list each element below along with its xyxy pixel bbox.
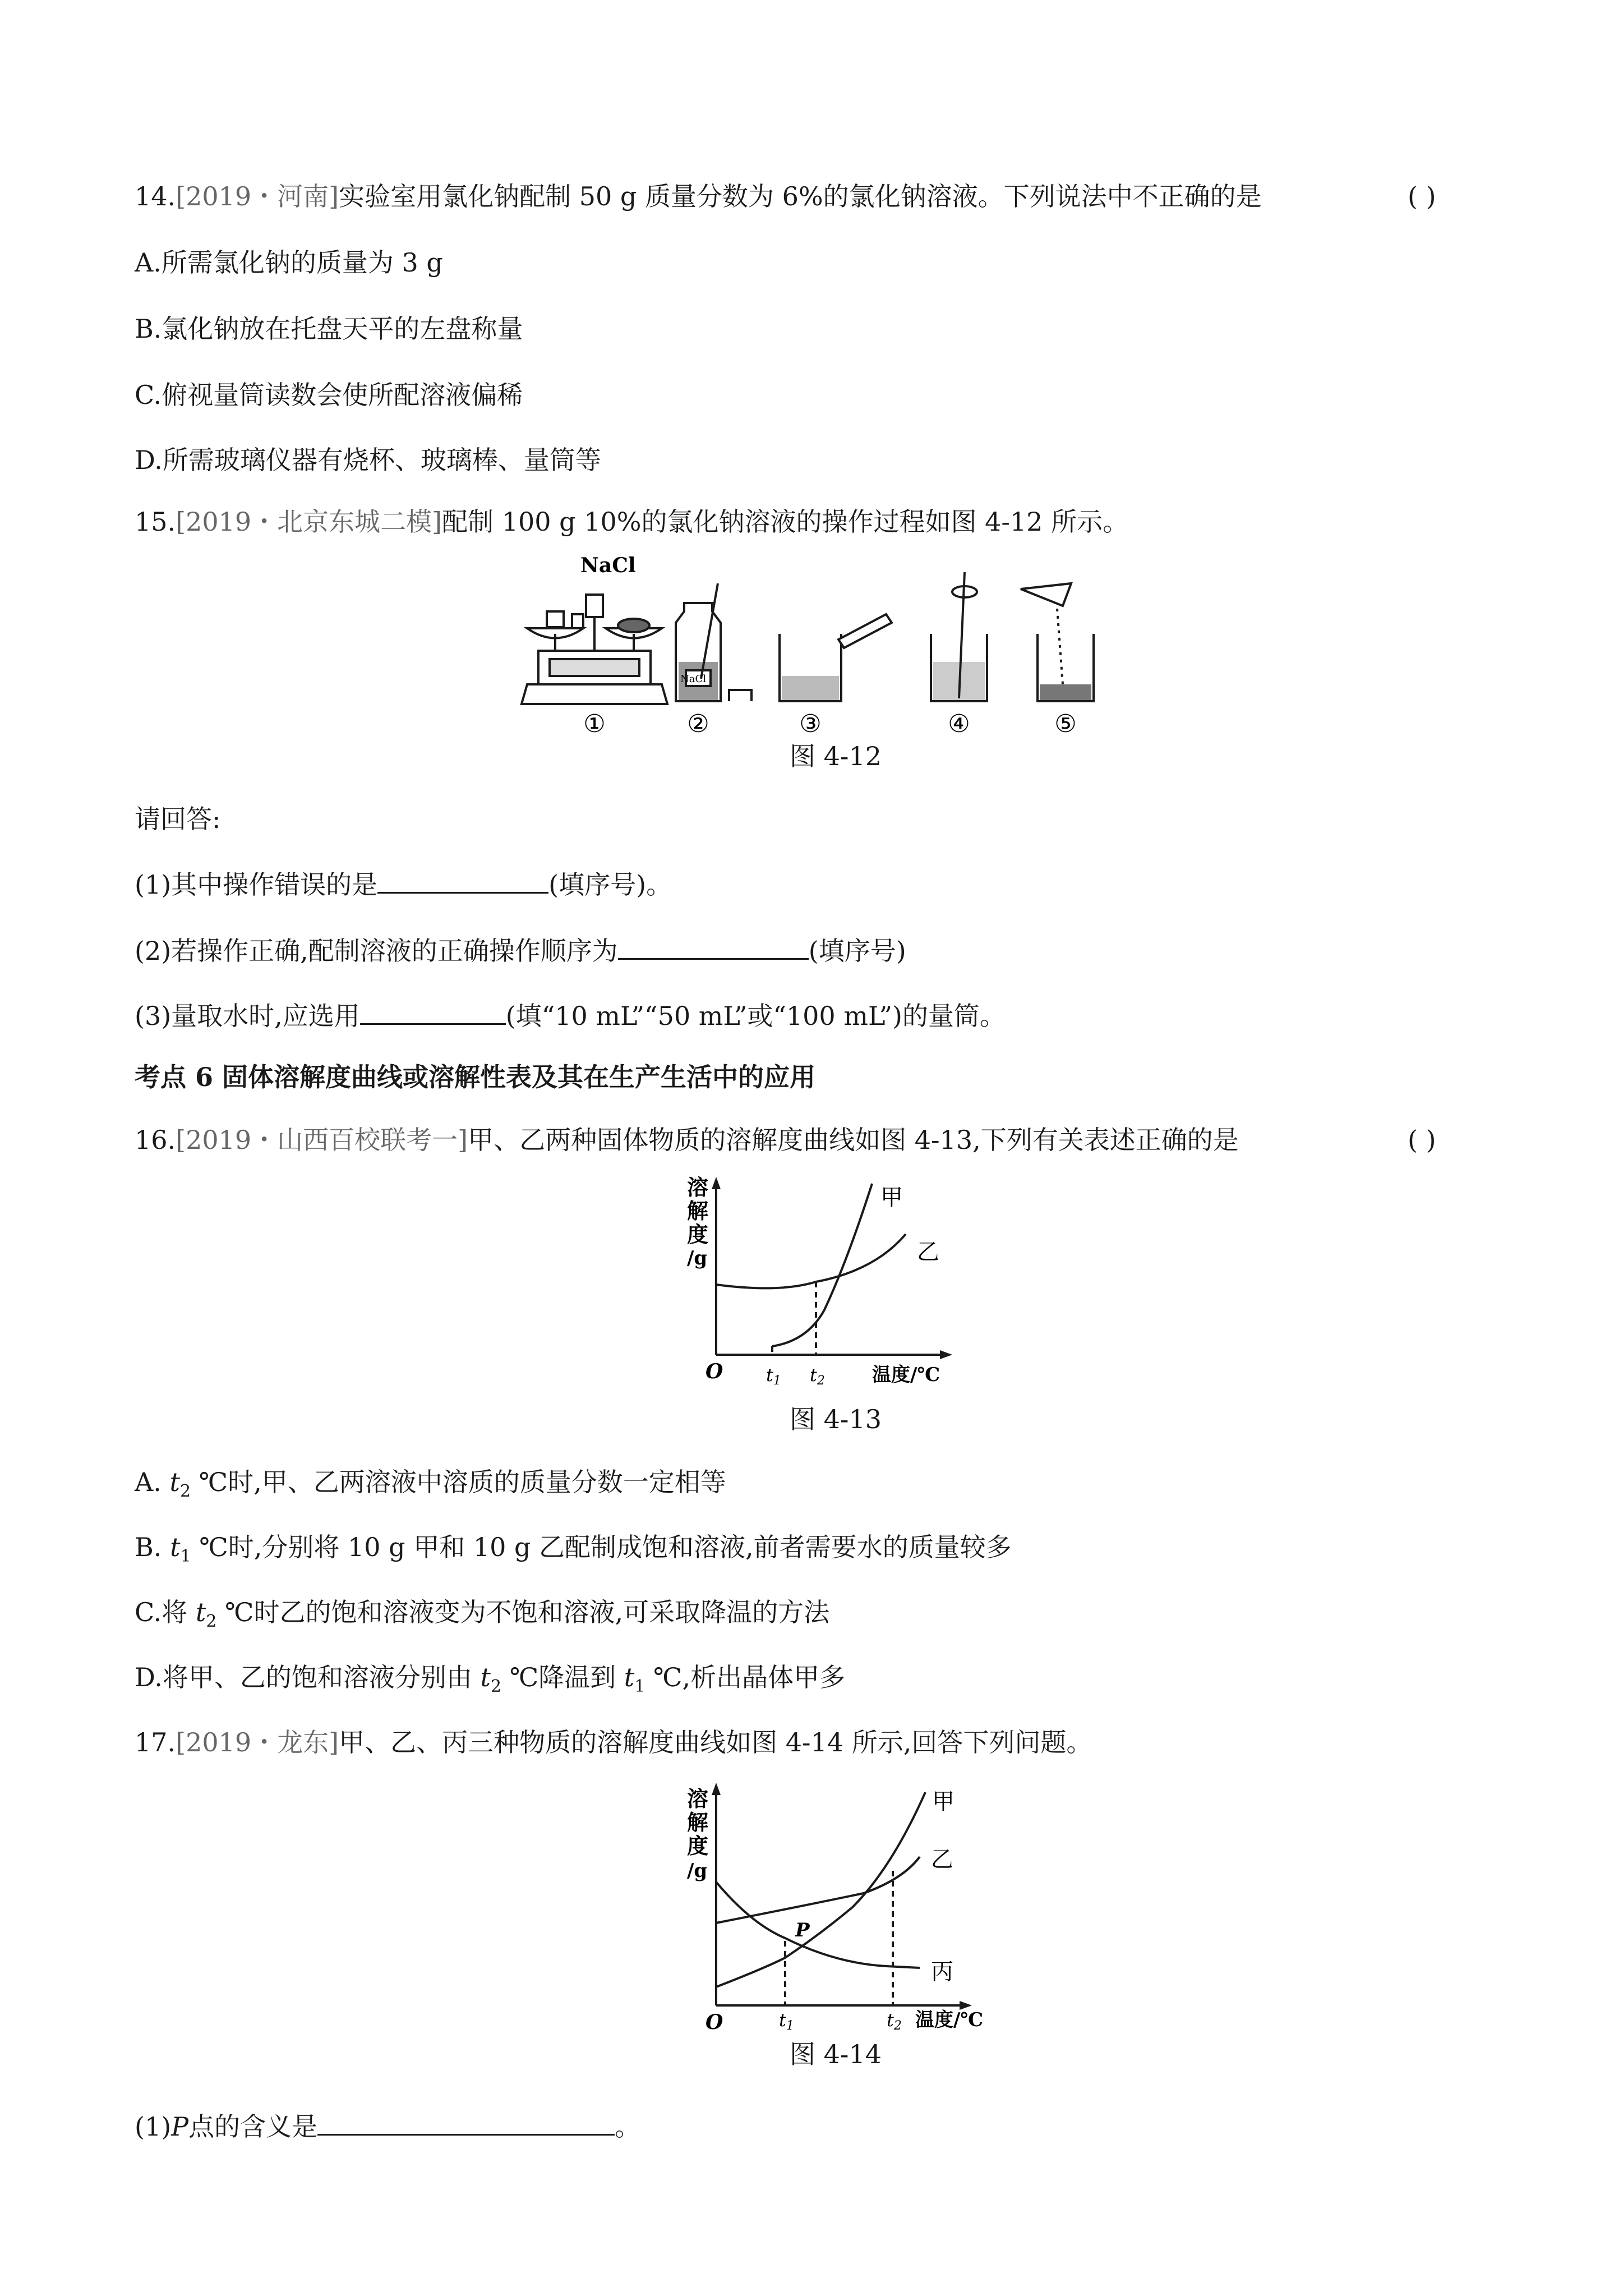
figure-4-14 (651, 1773, 984, 2034)
q16-option-a: A. $t_2$ ℃时,甲、乙两溶液中溶质的质量分数一定相等 (135, 1467, 726, 1502)
q16-stem: 16.[2019・山西百校联考一]甲、乙两种固体物质的溶解度曲线如图 4-13,下列有关表述正确的是 (135, 1125, 1239, 1155)
curve-jia (716, 1792, 925, 1987)
q17-sub1-blank[interactable] (317, 2109, 615, 2136)
svg-text:度: 度 (687, 1833, 709, 1858)
q16-answer-paren: ( ) (1408, 1125, 1436, 1155)
q14-option-a: A.所需氯化钠的质量为 3 g (135, 247, 443, 278)
beaker-pour-icon (780, 614, 892, 701)
label-jia: 甲 (880, 1185, 903, 1211)
label-jia: 甲 (932, 1789, 955, 1815)
beaker-stir-icon (931, 572, 987, 701)
step-label-3: ③ (799, 710, 822, 738)
step-label-5: ⑤ (1054, 710, 1077, 738)
q15-sub1-blank[interactable] (377, 867, 548, 894)
curve-jia (772, 1184, 872, 1346)
q15-sub2-blank[interactable] (618, 933, 809, 960)
label-yi: 乙 (931, 1847, 953, 1872)
curve-bing (716, 1882, 920, 1968)
q14-source: [2019・河南] (176, 181, 339, 211)
step-label-1: ① (583, 710, 606, 738)
figure-4-13 (639, 1167, 987, 1391)
nacl-label: NaCl (580, 554, 636, 577)
x-axis-label: 温度/℃ (872, 1364, 940, 1386)
svg-text:度: 度 (687, 1222, 709, 1247)
q16-option-c: C.将 $t_2$ ℃时乙的饱和溶液变为不饱和溶液,可采取降温的方法 (135, 1597, 830, 1632)
q16-option-d: D.将甲、乙的饱和溶液分别由 $t_2$ ℃降温到 $t_1$ ℃,析出晶体甲多 (135, 1662, 846, 1697)
svg-text:溶: 溶 (687, 1175, 709, 1200)
svg-text:t1: t1 (779, 2009, 794, 2033)
q14-stem: 14.[2019・河南]实验室用氯化钠配制 50 g 质量分数为 6%的氯化钠溶液。下列说法中不正确的是 (135, 181, 1262, 211)
q17-stem: 17.[2019・龙东]甲、乙、丙三种物质的溶解度曲线如图 4-14 所示,回答下列问题。 (135, 1727, 1092, 1757)
q17-sub1: (1)P点的含义是 。 (135, 2109, 640, 2143)
q17-source: [2019・龙东] (176, 1727, 339, 1757)
section-6-title: 考点 6 固体溶解度曲线或溶解性表及其在生产生活中的应用 (135, 1062, 816, 1092)
q15-sub1: (1)其中操作错误的是 (填序号)。 (135, 867, 672, 901)
svg-text:t2: t2 (810, 1364, 825, 1388)
q15-stem: 15.[2019・北京东城二模]配制 100 g 10%的氯化钠溶液的操作过程如图 4-12 所示。 (135, 507, 1129, 537)
figure-4-12-caption: 图 4-12 (790, 741, 882, 771)
figure-4-14-caption: 图 4-14 (790, 2039, 882, 2069)
svg-text:解: 解 (687, 1198, 709, 1223)
svg-text:t2: t2 (887, 2009, 902, 2033)
x-axis-label: 温度/℃ (915, 2009, 984, 2031)
q14-option-b: B.氯化钠放在托盘天平的左盘称量 (135, 314, 523, 344)
bottle-label: NaCl (680, 673, 707, 685)
q14-option-d: D.所需玻璃仪器有烧杯、玻璃棒、量筒等 (135, 445, 601, 475)
svg-text:解: 解 (687, 1810, 709, 1835)
svg-text:溶: 溶 (687, 1786, 709, 1811)
q15-prompt: 请回答: (135, 804, 221, 834)
q16-option-b: B. $t_1$ ℃时,分别将 10 g 甲和 10 g 乙配制成饱和溶液,前者需要水的质量较多 (135, 1532, 1012, 1567)
figure-4-13-caption: 图 4-13 (790, 1404, 882, 1434)
balance-icon (522, 595, 667, 704)
label-yi: 乙 (917, 1239, 939, 1265)
q16-source: [2019・山西百校联考一] (176, 1125, 468, 1155)
q15-sub2: (2)若操作正确,配制溶液的正确操作顺序为 (填序号) (135, 933, 906, 968)
q14-option-c: C.俯视量筒读数会使所配溶液偏稀 (135, 380, 523, 410)
svg-text:/g: /g (687, 1860, 708, 1882)
point-p: P (795, 1919, 810, 1941)
label-bing: 丙 (931, 1959, 953, 1985)
svg-text:O: O (706, 1360, 723, 1383)
figure-4-12 (516, 550, 1122, 738)
svg-text:O: O (706, 2010, 723, 2034)
beaker-transfer-icon (1021, 583, 1094, 701)
step-label-2: ② (687, 710, 709, 738)
step-label-4: ④ (948, 710, 970, 738)
q15-sub3: (3)量取水时,应选用 (填“10 mL”“50 mL”或“100 mL”)的量筒。 (135, 999, 1006, 1033)
q15-sub3-blank[interactable] (360, 999, 506, 1025)
curve-yi (716, 1234, 906, 1288)
q15-source: [2019・北京东城二模] (176, 507, 442, 537)
svg-text:/g: /g (687, 1247, 708, 1269)
svg-text:t1: t1 (766, 1364, 781, 1388)
q14-answer-paren: ( ) (1408, 181, 1436, 211)
